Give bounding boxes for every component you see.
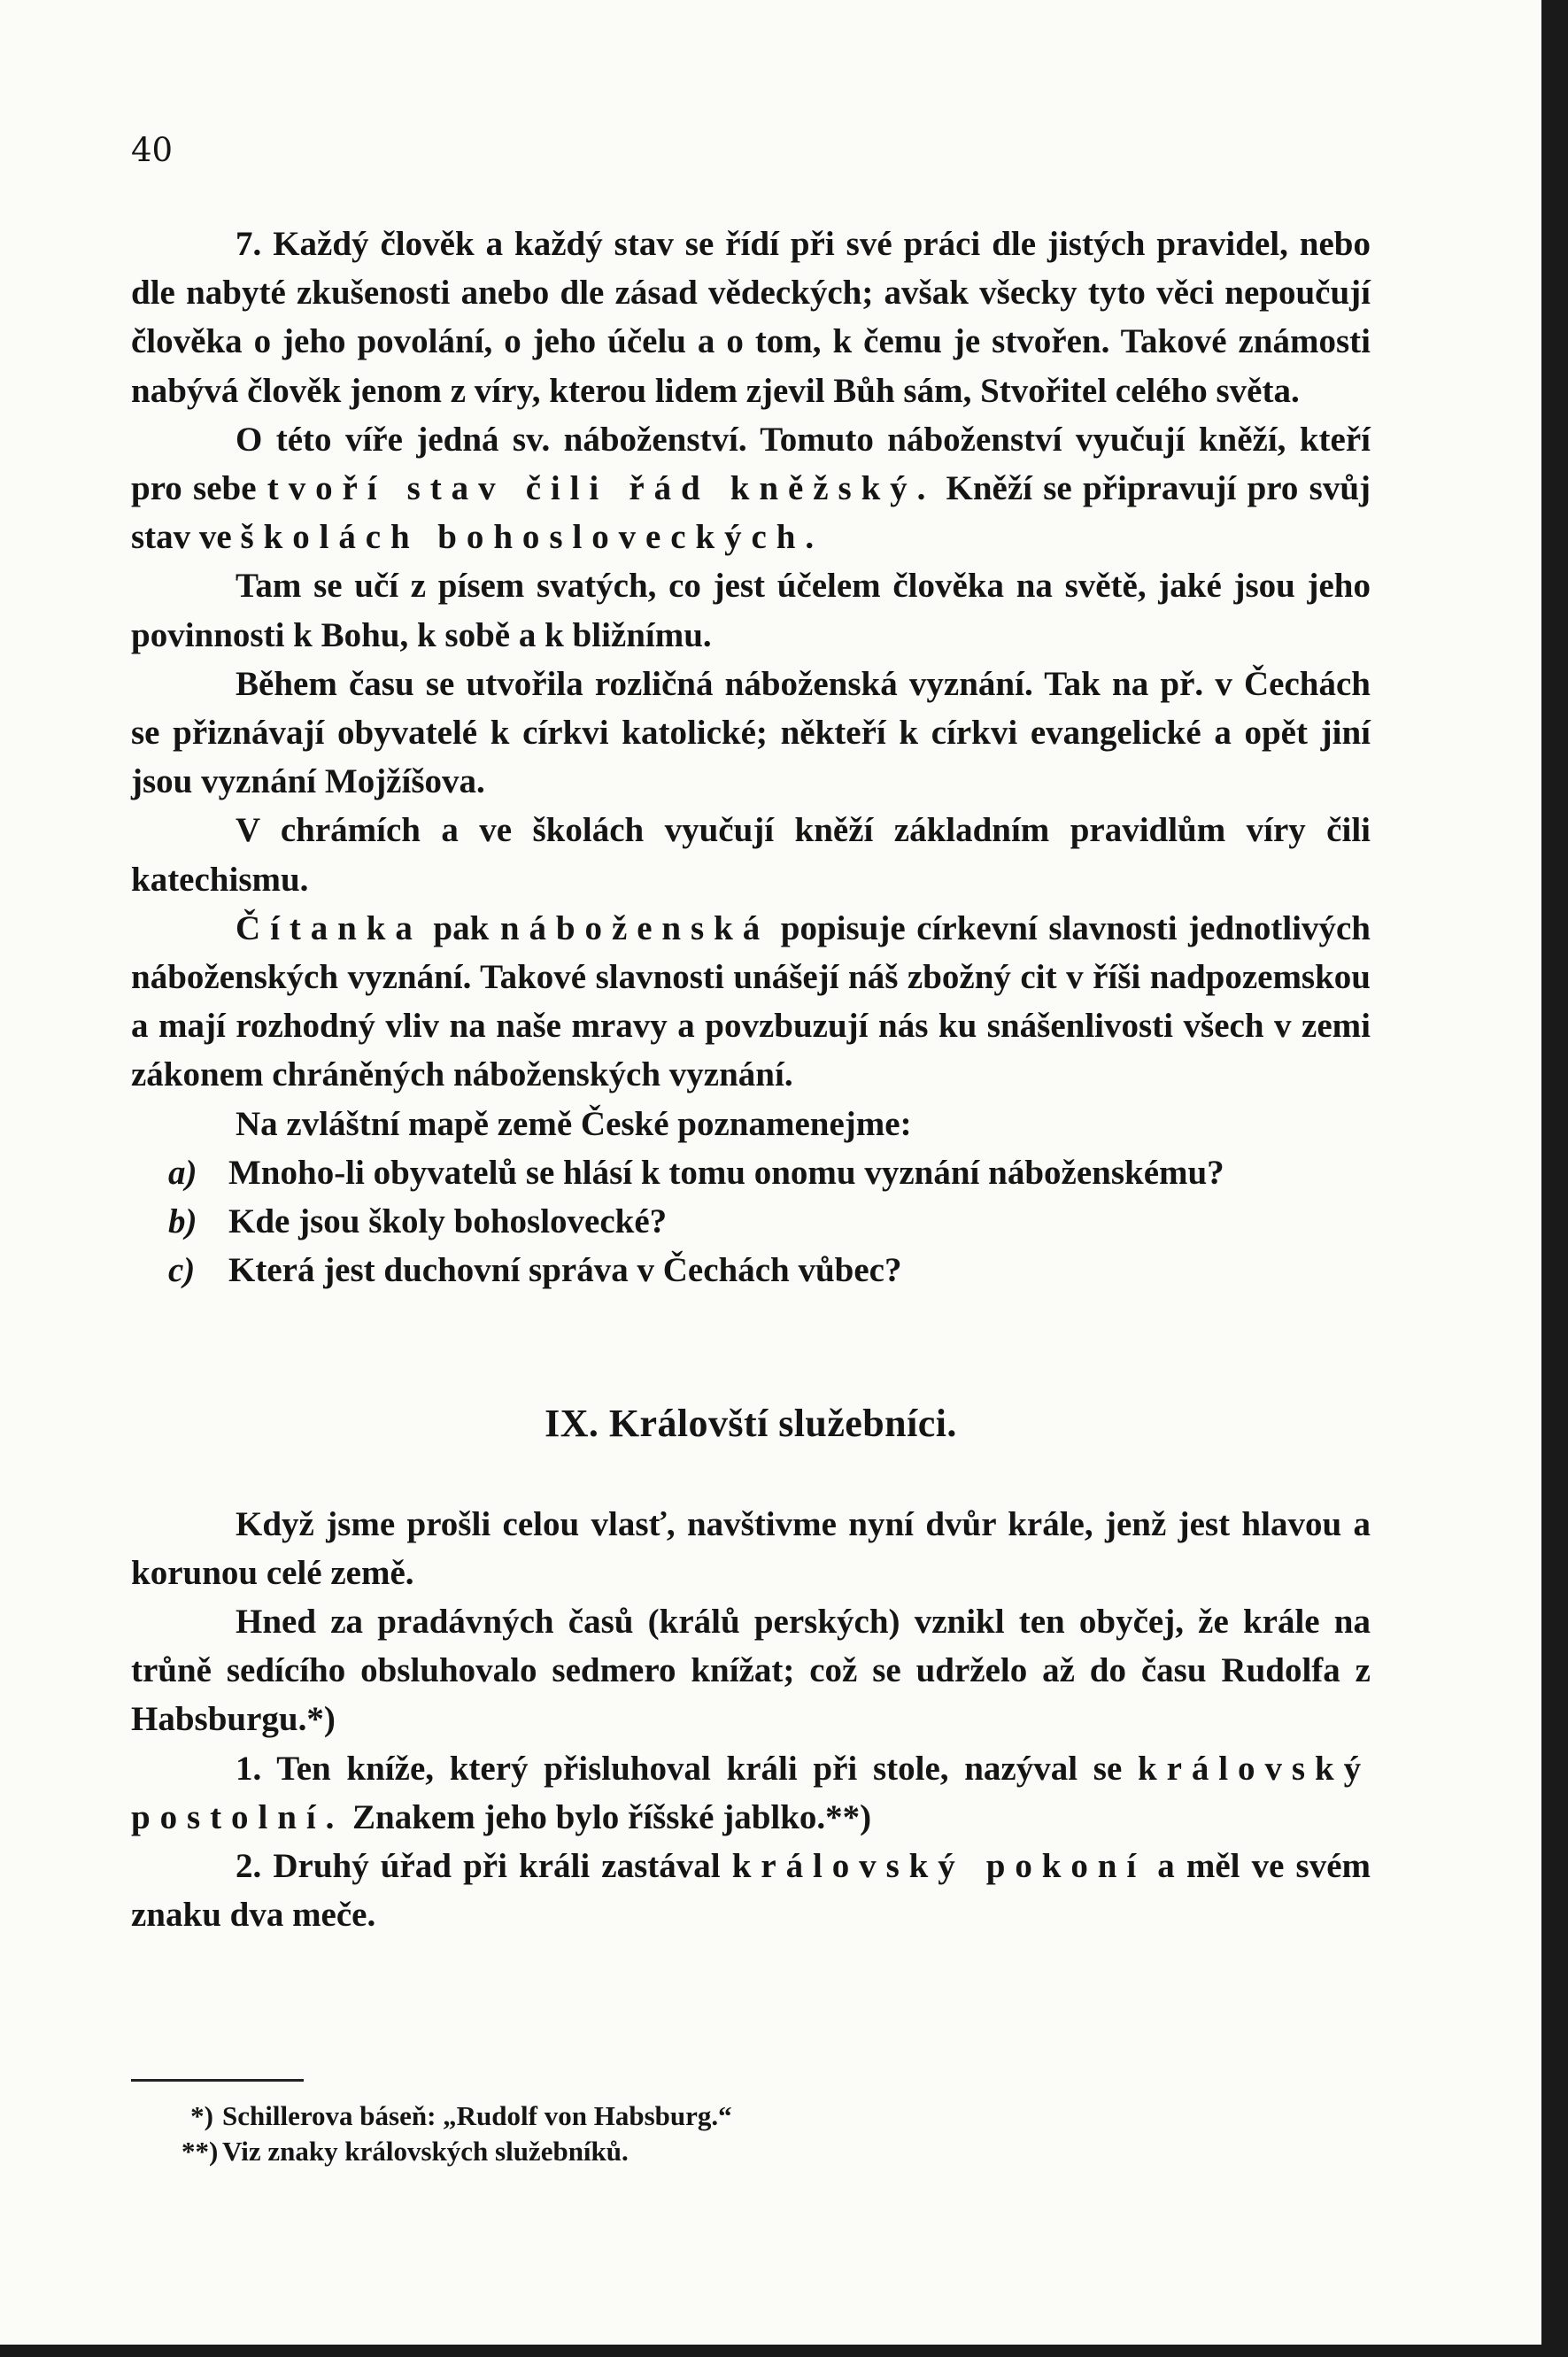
paragraph-catechism: V chrámích a ve školách vyučují kněží základním pravidlům víry čili katechismu. xyxy=(131,811,1371,899)
footnote xyxy=(182,2134,732,2169)
paragraph-scripture: Tam se učí z písem svatých, co jest účelem člověka na světě, jaké jsou jeho povinnosti k Bohu, k sobě a k bližnímu. xyxy=(131,567,1371,654)
spaced-emphasis: královský postolní. xyxy=(131,1749,1371,1836)
footnote-text: Schillerova báseň: „Rudolf von Habsburg.“ xyxy=(222,2100,732,2131)
paragraph-religion xyxy=(131,415,1371,562)
text-run: a měl ve svém znaku dva meče. xyxy=(131,1847,1371,1935)
paragraph-princes: Hned za pradávných časů (králů perských) vznikl ten obyčej, že krále na trůně sedícího obsluhovalo sedmero knížat; což se udrželo až do času Rudolfa z Habsburgu.*) xyxy=(131,1603,1371,1739)
page-body xyxy=(131,220,1371,1940)
question-text: Která jest duchovní správa v Čechách vůbec? xyxy=(228,1251,902,1290)
question-marker: b) xyxy=(168,1202,197,1241)
paragraph-confessions: Během času se utvořila rozličná náboženská vyznání. Tak na př. v Čechách se přiznávají obyvatelé k církvi katolické; někteří k církvi evangelické a opět jiní jsou vyznání Mojžíšova. xyxy=(131,664,1371,801)
question-item xyxy=(131,1246,1371,1294)
paragraph-court: Když jsme prošli celou vlasť, navštivme nyní dvůr krále, jenž jest hlavou a korunou celé země. xyxy=(131,1504,1371,1592)
text-run: Znakem jeho bylo říšské jablko.**) xyxy=(344,1797,872,1836)
text-run: pak xyxy=(421,908,500,947)
text-run: 2. Druhý úřad při králi zastával xyxy=(236,1847,732,1886)
question-marker: c) xyxy=(168,1251,196,1290)
question-marker: a) xyxy=(168,1153,197,1192)
question-list xyxy=(131,1148,1371,1295)
footnotes xyxy=(182,2098,732,2169)
paragraph-reader xyxy=(131,904,1371,1100)
section-heading: IX. Královští služebníci. xyxy=(545,1402,957,1446)
footnote xyxy=(182,2098,732,2134)
paragraph-postolni xyxy=(131,1744,1371,1842)
footnote-marker: **) xyxy=(182,2136,219,2167)
spaced-emphasis: královský pokoní xyxy=(731,1847,1147,1886)
paragraph-7: 7. Každý člověk a každý stav se řídí při své práci dle jistých pravidel, nebo dle nabyté zkušenosti anebo dle zásad vědeckých; avšak všecky tyto věci nepoučují člověka o jeho povolání, o jeho účelu a o tom, k čemu je stvořen. Takové známosti nabývá člověk jenom z víry, kterou lidem zjevil Bůh sám, Stvořitel celého světa. xyxy=(131,225,1371,410)
question-item xyxy=(131,1148,1371,1197)
paragraph-pokoni xyxy=(131,1842,1371,1939)
page-number: 40 xyxy=(131,131,174,169)
text-run: popisuje církevní slavnosti jednotlivých náboženských vyznání. Takové slavnosti unášejí náš zbožný cit v říši nadpozemskou a mají rozhodný vliv na naše mravy a povzbuzují nás ku snášenlivosti všech v zemi zákonem chráněných náboženských vyznání. xyxy=(131,908,1371,1094)
question-text: Mnoho-li obyvatelů se hlásí k tomu onomu vyznání náboženskému? xyxy=(228,1153,1224,1192)
spaced-emphasis: Čítanka xyxy=(236,908,422,947)
spaced-emphasis: tvoří stav čili řád kněžský. xyxy=(266,469,936,508)
spaced-emphasis: náboženská xyxy=(499,908,770,947)
footnote-divider xyxy=(131,2079,304,2082)
paragraph-map-task: Na zvláštní mapě země České poznamenejme: xyxy=(236,1104,912,1143)
text-run: 1. Ten kníže, který přisluhoval králi při stole, nazýval se xyxy=(236,1749,1139,1788)
question-text: Kde jsou školy bohoslovecké? xyxy=(228,1202,668,1241)
spaced-emphasis: školách bohosloveckých. xyxy=(240,518,824,557)
text-run: O této víře jedná sv. náboženství. Tomuto náboženství vyučují kněží, kteří pro sebe xyxy=(131,420,1371,508)
footnote-marker: *) xyxy=(190,2100,213,2131)
text-run: Kněží se připravují pro svůj stav ve xyxy=(131,469,1371,557)
question-item xyxy=(131,1197,1371,1246)
footnote-text: Viz znaky královských služebníků. xyxy=(222,2136,629,2167)
